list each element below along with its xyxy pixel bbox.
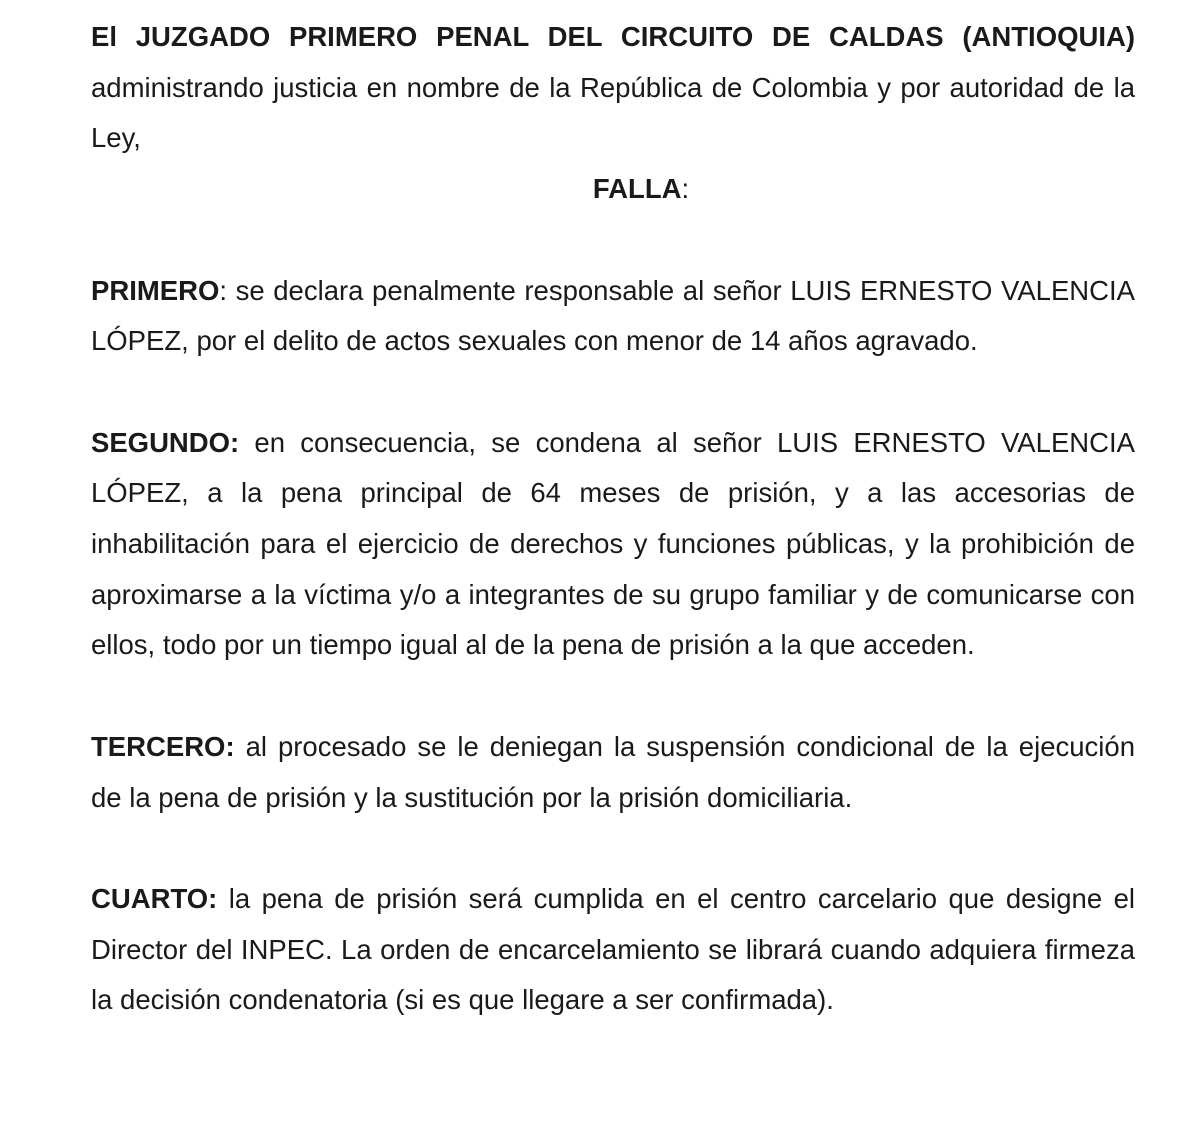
paragraph-gap [91,671,1135,722]
resolution-text: en consecuencia, se condena al señor LUIS ERNESTO VALENCIA LÓPEZ, a la pena principal de 64 meses de prisión, y a las accesorias de inhabilitación para el ejercicio de derechos y funciones públicas, y la prohibición de aproximarse a la víctima y/o a integrantes de su grupo familiar y de comunicarse con ellos, todo por un tiempo igual al de la pena de prisión a la que acceden. [91,426,1135,661]
resolution-text: la pena de prisión será cumplida en el centro carcelario que designe el Director del INPEC. La orden de encarcelamiento se librará cuando adquiera firmeza la decisión condenatoria (si es que llegare a ser confirmada). [91,882,1135,1016]
falla-colon: : [681,173,690,205]
resolution-segundo [91,418,1135,672]
paragraph-gap [91,367,1135,418]
resolution-label: PRIMERO [91,274,220,306]
paragraph-gap [91,823,1135,874]
falla-title: FALLA [592,173,682,205]
resolution-primero [91,266,1135,367]
resolution-label: SEGUNDO: [91,426,240,458]
resolution-separator: : [219,274,227,306]
court-header-text: administrando justicia en nombre de la República de Colombia y por autoridad de la Ley, [91,71,1135,154]
resolution-label: CUARTO: [91,882,218,914]
resolution-text: se declara penalmente responsable al señor LUIS ERNESTO VALENCIA LÓPEZ, por el delito de actos sexuales con menor de 14 años agravado. [91,274,1135,357]
document-page [91,12,1135,1026]
resolution-tercero [91,722,1135,823]
resolution-label: TERCERO: [91,730,235,762]
resolution-text: al procesado se le deniegan la suspensión condicional de la ejecución de la pena de prisión y la sustitución por la prisión domiciliaria. [91,730,1135,813]
falla-heading [91,164,1135,215]
court-header-paragraph [91,12,1135,164]
court-name: El JUZGADO PRIMERO PENAL DEL CIRCUITO DE CALDAS (ANTIOQUIA) [91,21,1135,52]
resolution-cuarto [91,874,1135,1026]
